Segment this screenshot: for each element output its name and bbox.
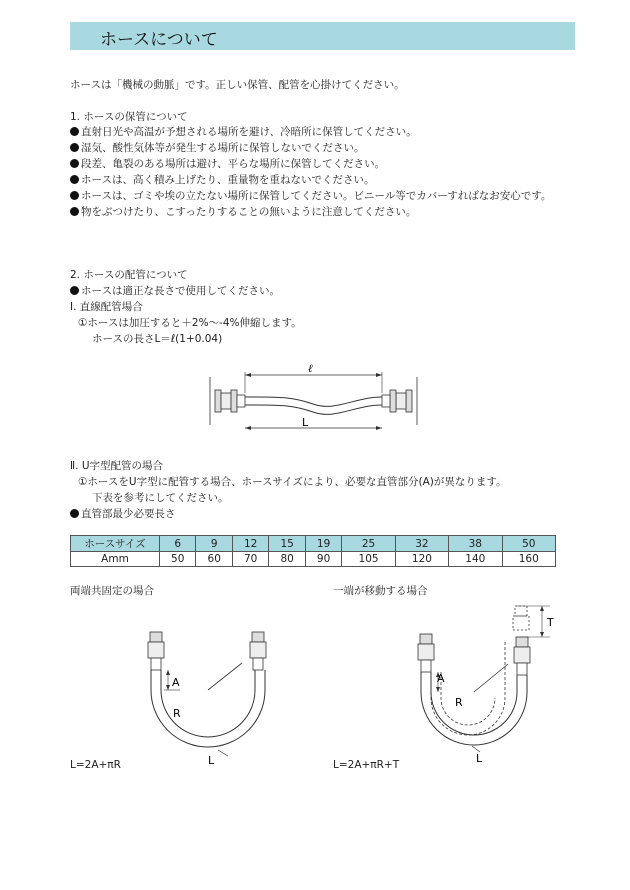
- table-cell: 60: [196, 552, 232, 567]
- bullet-icon: [70, 175, 79, 184]
- table-cell: 120: [395, 552, 448, 567]
- table-header-cell: ホースサイズ: [71, 536, 160, 552]
- one-end-moving-label: 一端が移動する場合: [333, 585, 428, 597]
- table-cell: 70: [232, 552, 268, 567]
- table-header-cell: 38: [449, 536, 502, 552]
- u-pipe-fixed-diagram: [120, 628, 300, 768]
- table-header-cell: 50: [502, 536, 555, 552]
- storage-item: 湿気、酸性気体等が発生する場所に保管しないでください。: [70, 141, 365, 155]
- storage-heading: 1. ホースの保管について: [70, 111, 188, 123]
- table-cell: Amm: [71, 552, 160, 567]
- table-cell: 90: [305, 552, 341, 567]
- table-cell: 80: [269, 552, 305, 567]
- label-T: T: [547, 616, 554, 629]
- label-l-small: ℓ: [308, 362, 313, 375]
- title-bar: [70, 22, 575, 50]
- bullet-icon: [70, 143, 79, 152]
- section2-line: 下表を参考にしてください。: [92, 492, 229, 504]
- minimum-length-table: [70, 535, 556, 567]
- section1-line: ①ホースは加圧すると＋2%～-4%伸縮します。: [78, 317, 302, 329]
- storage-item: 物をぶつけたり、こすったりすることの無いように注意してください。: [70, 205, 416, 219]
- section2-bullet: 直管部最少必要長さ: [70, 507, 176, 521]
- table-header-cell: 9: [196, 536, 232, 552]
- bullet-icon: [70, 509, 79, 518]
- bullet-icon: [70, 191, 79, 200]
- table-cell: 50: [160, 552, 196, 567]
- hose-length-formula: ホースの長さL＝ℓ(1+0.04): [92, 333, 223, 345]
- table-header-cell: 19: [305, 536, 341, 552]
- table-header-cell: 25: [342, 536, 395, 552]
- label-A: A: [172, 676, 180, 689]
- table-cell: 160: [502, 552, 555, 567]
- straight-piping-diagram: [195, 360, 435, 435]
- storage-item: ホースは、高く積み上げたり、重量物を重ねないでください。: [70, 173, 374, 187]
- table-header-cell: 15: [269, 536, 305, 552]
- bullet-icon: [70, 127, 79, 136]
- moving-formula: L=2A+πR+T: [333, 759, 400, 771]
- table-header-cell: 12: [232, 536, 268, 552]
- label-A: A: [437, 672, 445, 685]
- storage-item: 直射日光や高温が予想される場所を避け、冷暗所に保管してください。: [70, 125, 417, 139]
- u-pipe-moving-diagram: [400, 600, 560, 770]
- table-header-row: [71, 536, 556, 552]
- table-header-cell: 6: [160, 536, 196, 552]
- storage-item: 段差、亀裂のある場所は避け、平らな場所に保管してください。: [70, 157, 385, 171]
- bullet-icon: [70, 286, 79, 295]
- table-row: [71, 552, 556, 567]
- section2-title: Ⅱ. U字型配管の場合: [70, 460, 164, 472]
- piping-item: ホースは適正な長さで使用してください。: [70, 284, 280, 298]
- fixed-both-ends-label: 両端共固定の場合: [70, 585, 154, 597]
- page-title: ホースについて: [100, 30, 218, 50]
- storage-item: ホースは、ゴミや埃の立たない場所に保管してください。ビニール等でカバーすればなお安心です。: [70, 189, 551, 203]
- label-R: R: [455, 696, 463, 709]
- table-cell: 105: [342, 552, 395, 567]
- label-L: L: [476, 752, 483, 765]
- label-L: L: [208, 754, 215, 767]
- section1-title: Ⅰ. 直線配管場合: [70, 301, 143, 313]
- bullet-icon: [70, 159, 79, 168]
- table-header-cell: 32: [395, 536, 448, 552]
- intro-text: ホースは「機械の動脈」です。正しい保管、配管を心掛けてください。: [70, 79, 405, 91]
- fixed-formula: L=2A+πR: [70, 759, 121, 771]
- piping-heading: 2. ホースの配管について: [70, 269, 188, 281]
- table-cell: 140: [449, 552, 502, 567]
- bullet-icon: [70, 207, 79, 216]
- section2-line: ①ホースをU字型に配管する場合、ホースサイズにより、必要な直管部分(A)が異なります。: [78, 476, 507, 488]
- label-R: R: [173, 707, 181, 720]
- label-L: L: [302, 416, 309, 429]
